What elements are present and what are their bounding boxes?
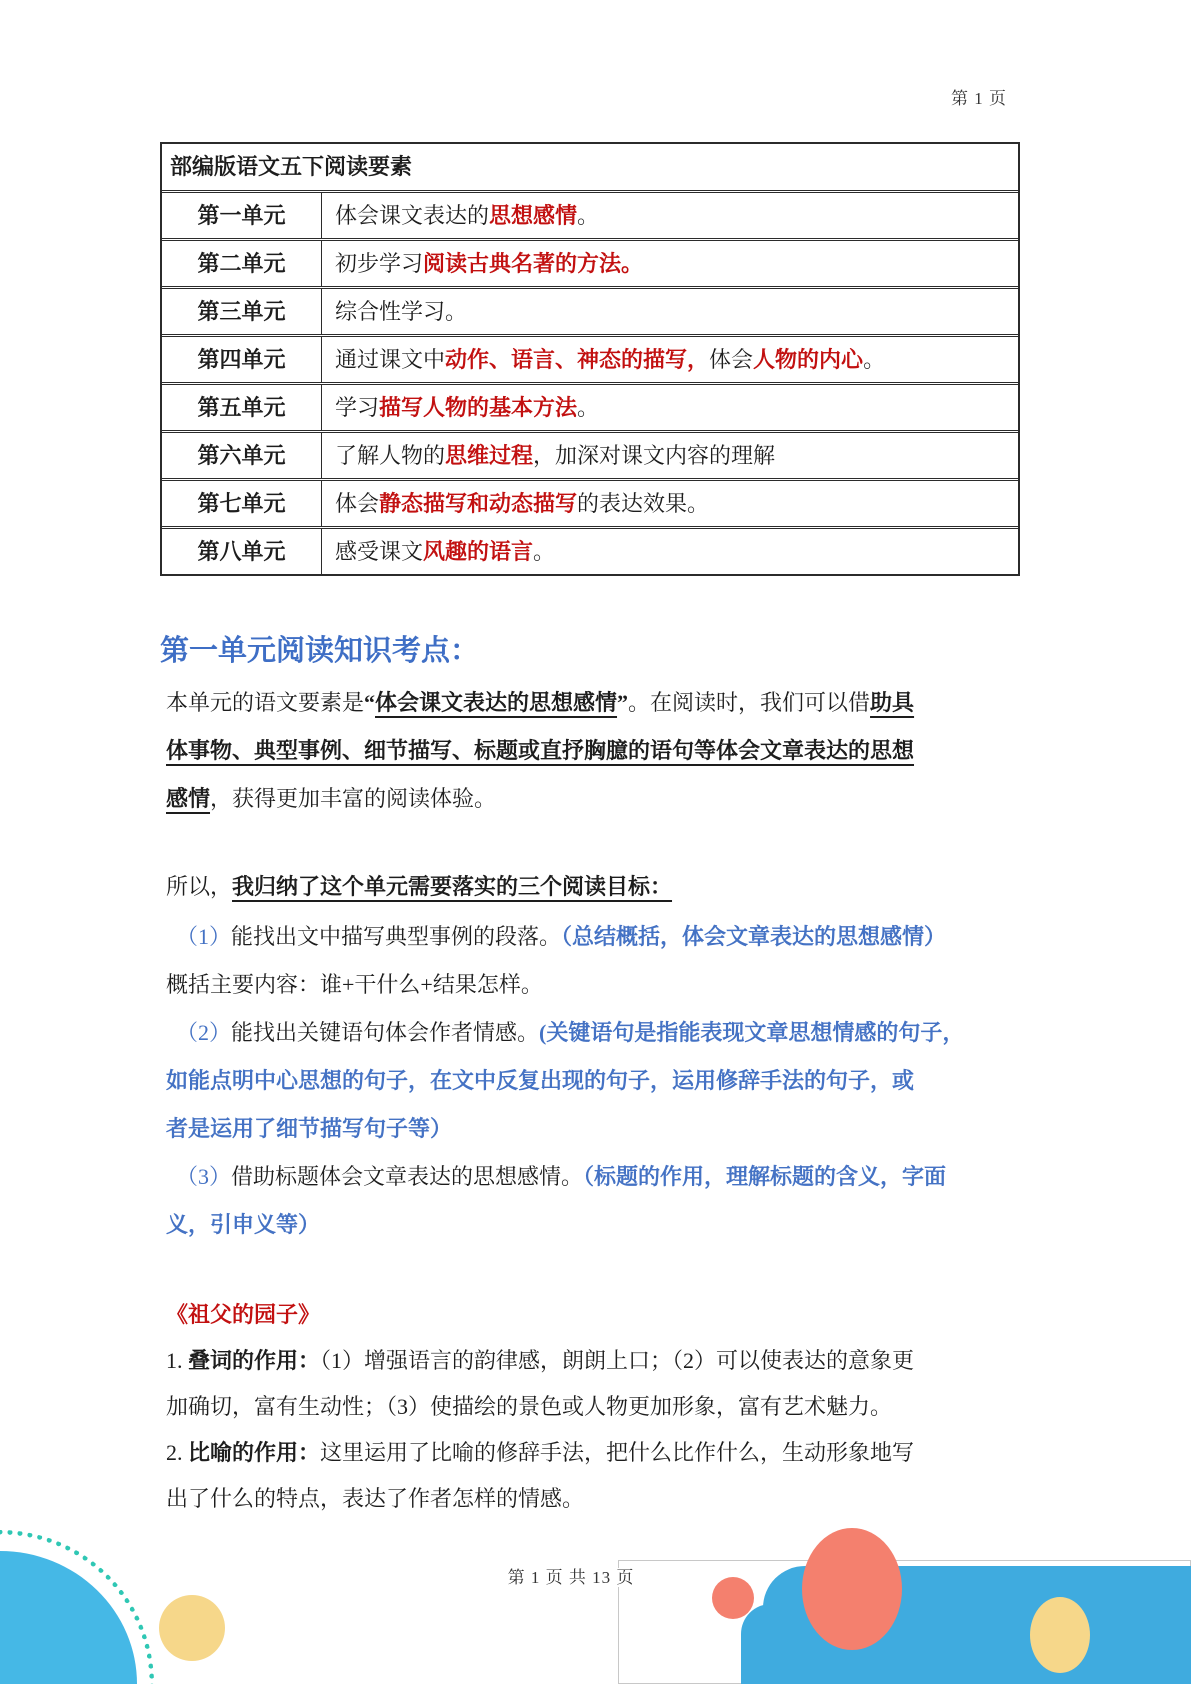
unit-cell: 第五单元 [162,385,322,430]
text-line: 出了什么的特点，表达了作者怎样的情感。 [166,1486,585,1511]
table-row [162,193,1018,241]
top-page-number: 第 1 页 [951,89,1007,108]
decor-dotted-arc [0,1530,154,1684]
text-line: （3）借助标题体会文章表达的思想感情。（标题的作用，理解标题的含义，字面 [176,1164,947,1189]
table-row [162,481,1018,529]
unit-cell: 第二单元 [162,241,322,286]
section-heading: 第一单元阅读知识考点： [160,635,480,667]
text-line: 加确切，富有生动性；（3）使描绘的景色或人物更加形象，富有艺术魅力。 [166,1394,893,1419]
description-cell: 学习描写人物的基本方法。 [335,395,600,420]
footer-page-count-text: 第 1 页 共 13 页 [503,1568,640,1587]
description-cell: 初步学习阅读古典名著的方法。 [335,251,644,276]
text-line: 1. 叠词的作用：（1）增强语言的韵律感，朗朗上口；（2）可以使表达的意象更 [166,1348,915,1373]
description-cell: 综合性学习。 [335,299,468,324]
text-line: 所以，我归纳了这个单元需要落实的三个阅读目标： [166,874,673,899]
table-row [162,433,1018,481]
text-line: 感情，获得更加丰富的阅读体验。 [166,786,497,811]
table-row [162,289,1018,337]
text-line: （1）能找出文中描写典型事例的段落。（总结概括，体会文章表达的思想感情） [176,924,947,949]
decor-coral-circle-large [802,1528,902,1650]
paragraph-reading-goals-intro [166,863,672,911]
description-cell: 体会静态描写和动态描写的表达效果。 [335,491,710,516]
text-line: （2）能找出关键语句体会作者情感。(关键语句是指能表现文章思想情感的句子， [176,1020,965,1045]
text-line: 者是运用了细节描写句子等） [166,1116,453,1141]
unit-cell: 第六单元 [162,433,322,478]
article-title: 《祖父的园子》 [166,1302,321,1327]
text-line: 如能点明中心思想的句子，在文中反复出现的句子，运用修辞手法的句子，或 [166,1068,915,1093]
decor-yellow-circle-left [159,1595,225,1661]
unit-cell: 第三单元 [162,289,322,334]
description-cell: 体会课文表达的思想感情。 [335,203,600,228]
table-row [162,385,1018,433]
table-row [162,529,1018,574]
description-cell: 感受课文风趣的语言。 [335,539,556,564]
unit-cell: 第四单元 [162,337,322,382]
text-line: 概括主要内容：谁+干什么+结果怎样。 [166,972,543,997]
text-line: 义，引申义等） [166,1212,321,1237]
description-cell: 通过课文中动作、语言、神态的描写，体会人物的内心。 [335,347,886,372]
description-cell: 了解人物的思维过程，加深对课文内容的理解 [335,443,776,468]
text-line: 本单元的语文要素是“体会课文表达的思想感情”。在阅读时，我们可以借助具 [166,690,915,715]
article-notes [166,1292,914,1522]
unit-cell: 第八单元 [162,529,322,574]
text-line: 体事物、典型事例、细节描写、标题或直抒胸臆的语句等体会文章表达的思想 [166,738,915,763]
text-line: 2. 比喻的作用：这里运用了比喻的修辞手法，把什么比作什么，生动形象地写 [166,1440,915,1465]
reading-goals-list [166,913,964,1249]
decor-yellow-circle-right [1030,1597,1090,1673]
paragraph-unit-elements [166,679,914,823]
reading-elements-table [160,142,1020,576]
unit-cell: 第一单元 [162,193,322,238]
table-row [162,337,1018,385]
unit-cell: 第七单元 [162,481,322,526]
table-title: 部编版语文五下阅读要素 [162,144,1018,193]
footer-page-count [0,1563,1142,1588]
table-row [162,241,1018,289]
